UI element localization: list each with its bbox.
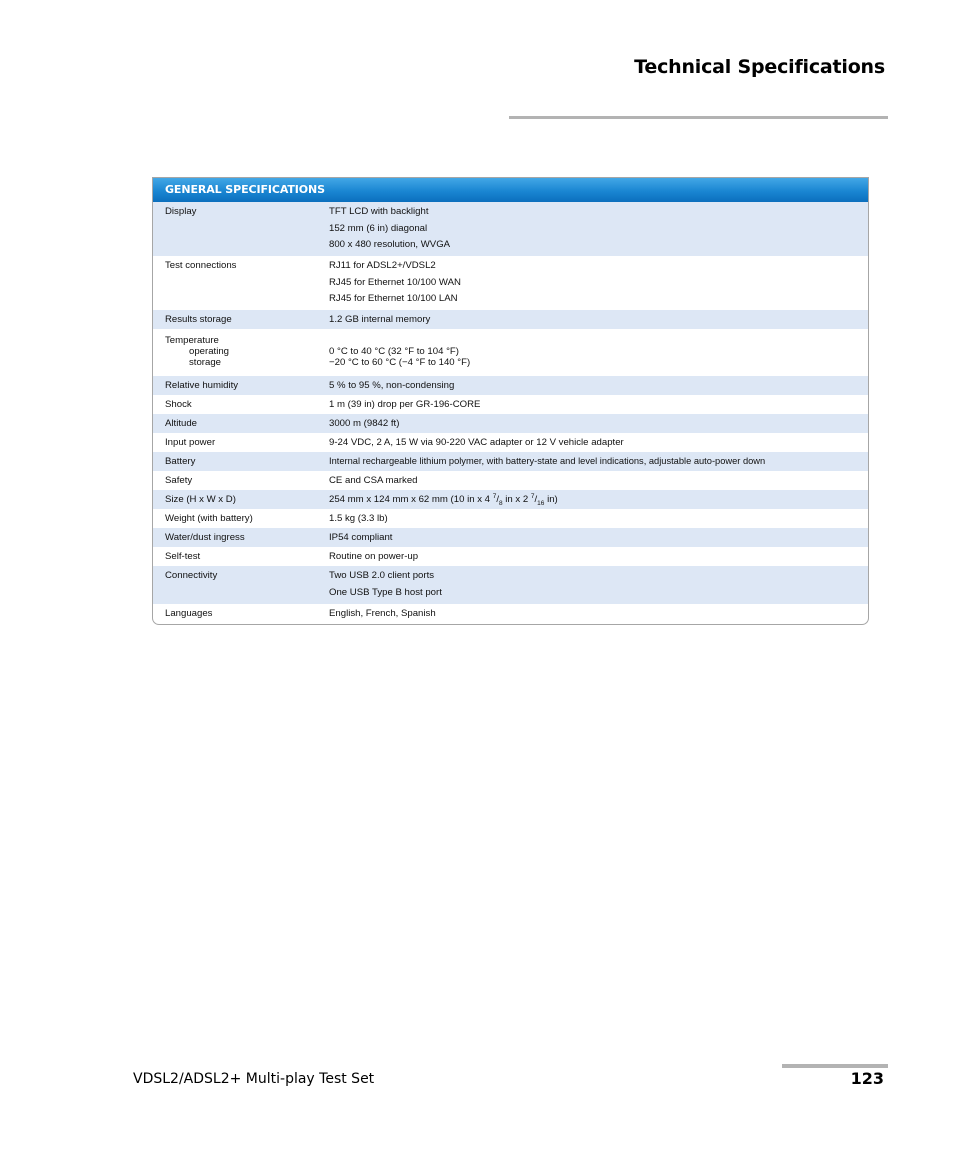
size-prefix: 254 mm x 124 mm x 62 mm (10 in x 4 xyxy=(329,494,493,506)
spec-value: 3000 m (9842 ft) xyxy=(329,418,400,430)
spec-values xyxy=(329,335,868,368)
spec-row-input-power xyxy=(153,433,868,452)
spec-value: 5 % to 95 %, non-condensing xyxy=(329,380,455,392)
spec-row-battery xyxy=(153,452,868,471)
spec-value: RJ11 for ADSL2+/VDSL2 xyxy=(329,260,436,272)
spec-label: Results storage xyxy=(165,314,232,326)
spec-row-relative-humidity xyxy=(153,376,868,395)
spec-value: Internal rechargeable lithium polymer, with battery-state and level indications, adjustable auto-power down xyxy=(329,456,766,467)
spec-values xyxy=(329,258,868,308)
footer-rule xyxy=(782,1064,888,1068)
spec-value: 152 mm (6 in) diagonal xyxy=(329,222,428,234)
spec-label: Languages xyxy=(165,608,213,619)
spec-value: RJ45 for Ethernet 10/100 WAN xyxy=(329,276,461,288)
spec-sublabel: storage xyxy=(189,357,221,369)
page-title: Technical Specifications xyxy=(634,56,885,78)
spec-row-safety xyxy=(153,471,868,490)
spec-row-self-test xyxy=(153,547,868,566)
spec-row-weight xyxy=(153,509,868,528)
spec-label: Relative humidity xyxy=(165,380,239,392)
spec-row-test-connections xyxy=(153,256,868,310)
spec-value: TFT LCD with backlight xyxy=(329,206,429,217)
fraction-denominator: 8 xyxy=(498,500,503,508)
page-number: 123 xyxy=(850,1069,884,1088)
table-title: GENERAL SPECIFICATIONS xyxy=(153,178,868,202)
spec-label: Shock xyxy=(165,399,192,411)
spec-label: Altitude xyxy=(165,418,197,430)
spec-row-size xyxy=(153,490,868,509)
spec-label: Connectivity xyxy=(165,570,218,582)
spec-row-water-dust-ingress xyxy=(153,528,868,547)
spec-label: Water/dust ingress xyxy=(165,532,245,544)
fraction-numerator: 7 xyxy=(530,492,535,500)
fraction-denominator: 16 xyxy=(537,500,545,508)
spec-value-size: 254 mm x 124 mm x 62 mm (10 in x 4 $^7/_8$ in x 2 $^7/_{16}$ in) xyxy=(329,492,558,508)
spec-row-connectivity xyxy=(153,566,868,603)
spec-value: 1.2 GB internal memory xyxy=(329,314,431,326)
spec-values xyxy=(329,568,868,601)
spec-row-results-storage xyxy=(153,310,868,329)
spec-value: 1.5 kg (3.3 lb) xyxy=(329,513,388,525)
fraction-numerator: 7 xyxy=(492,492,497,500)
size-suffix: in) xyxy=(544,494,558,506)
spec-label: Test connections xyxy=(165,260,237,272)
spec-value: 1 m (39 in) drop per GR-196-CORE xyxy=(329,399,481,411)
size-middle: in x 2 xyxy=(502,494,531,506)
spec-value: Two USB 2.0 client ports xyxy=(329,570,435,582)
spec-label: Safety xyxy=(165,475,193,487)
spec-value: One USB Type B host port xyxy=(329,586,442,598)
spec-sublabel: operating xyxy=(189,346,230,358)
spec-value: 800 x 480 resolution, WVGA xyxy=(329,239,451,251)
spec-value: IP54 compliant xyxy=(329,532,393,544)
spec-row-display xyxy=(153,202,868,256)
spec-label: Display xyxy=(165,206,197,217)
title-rule xyxy=(509,116,888,119)
spec-row-temperature xyxy=(153,329,868,376)
document-name: VDSL2/ADSL2+ Multi-play Test Set xyxy=(133,1071,375,1087)
spec-value: 0 °C to 40 °C (32 °F to 104 °F) xyxy=(329,346,459,358)
spec-label-group xyxy=(153,335,329,368)
spec-value: CE and CSA marked xyxy=(329,475,418,487)
general-specifications-table xyxy=(152,177,869,625)
spec-value: English, French, Spanish xyxy=(329,608,436,619)
spec-row-languages xyxy=(153,604,868,624)
spec-label: Size (H x W x D) xyxy=(165,494,236,506)
spec-label: Weight (with battery) xyxy=(165,513,253,525)
spec-label: Temperature xyxy=(165,335,219,347)
spec-label: Input power xyxy=(165,437,216,449)
spec-label: Battery xyxy=(165,456,196,468)
spec-values xyxy=(329,204,868,254)
spec-label: Self-test xyxy=(165,551,201,563)
spec-row-altitude xyxy=(153,414,868,433)
spec-value: Routine on power-up xyxy=(329,551,419,563)
spec-value: −20 °C to 60 °C (−4 °F to 140 °F) xyxy=(329,357,471,369)
spec-value: RJ45 for Ethernet 10/100 LAN xyxy=(329,293,458,305)
spec-row-shock xyxy=(153,395,868,414)
spec-value: 9-24 VDC, 2 A, 15 W via 90-220 VAC adapter or 12 V vehicle adapter xyxy=(329,437,624,449)
